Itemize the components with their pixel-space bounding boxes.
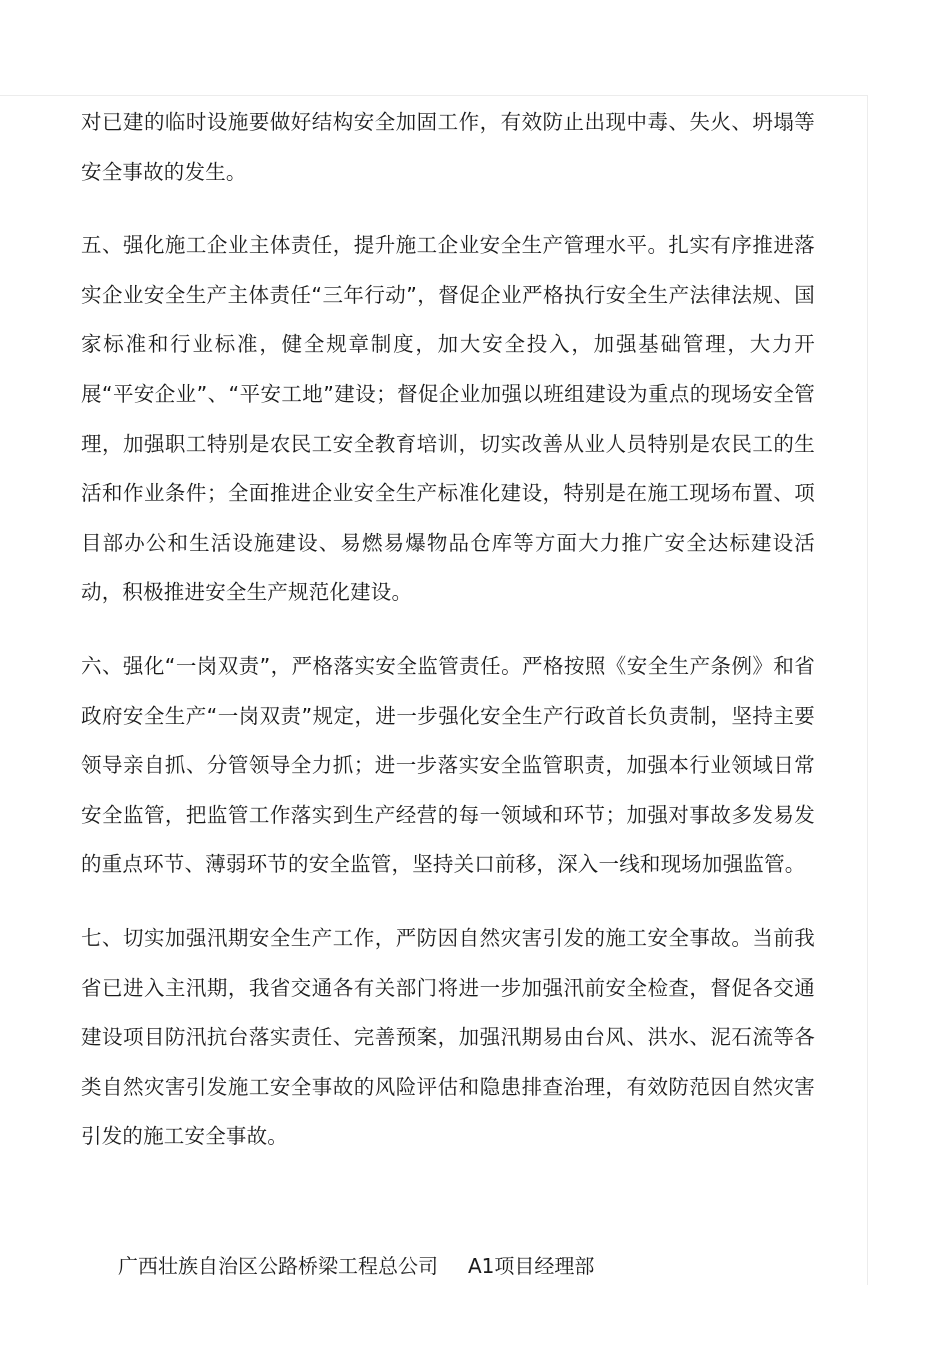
signature-line (118, 1249, 594, 1283)
signature-organization: 广西壮族自治区公路桥梁工程总公司 (118, 1254, 438, 1278)
paragraph-continuation: 对已建的临时设施要做好结构安全加固工作，有效防止出现中毒、失火、坍塌等安全事故的发生。 (81, 110, 815, 184)
signature-unit: A1项目经理部 (468, 1254, 595, 1278)
paragraph-section-five: 五、强化施工企业主体责任，提升施工企业安全生产管理水平。扎实有序推进落实企业安全生产主体责任“三年行动”，督促企业严格执行安全生产法律法规、国家标准和行业标准，健全规章制度，加大安全投入，加强基础管理，大力开展“平安企业”、“平安工地”建设；督促企业加强以班组建设为重点的现场安全管理，加强职工特别是农民工安全教育培训，切实改善从业人员特别是农民工的生活和作业条件；全面推进企业安全生产标准化建设，特别是在施工现场布置、项目部办公和生活设施建设、易燃易爆物品仓库等方面大力推广安全达标建设活动，积极推进安全生产规范化建设。 (81, 233, 815, 605)
document-body (81, 98, 815, 1162)
paragraph-section-six: 六、强化“一岗双责”，严格落实安全监管责任。严格按照《安全生产条例》和省政府安全生产“一岗双责”规定，进一步强化安全生产行政首长负责制，坚持主要领导亲自抓、分管领导全力抓；进一步落实安全监管职责，加强本行业领域日常安全监管，把监管工作落实到生产经营的每一领域和环节；加强对事故多发易发的重点环节、薄弱环节的安全监管，坚持关口前移，深入一线和现场加强监管。 (81, 653, 815, 877)
paragraph-section-seven: 七、切实加强汛期安全生产工作，严防因自然灾害引发的施工安全事故。当前我省已进入主汛期，我省交通各有关部门将进一步加强汛前安全检查，督促各交通建设项目防汛抗台落实责任、完善预案，加强汛期易由台风、洪水、泥石流等各类自然灾害引发施工安全事故的风险评估和隐患排查治理，有效防范因自然灾害引发的施工安全事故。 (81, 925, 815, 1149)
